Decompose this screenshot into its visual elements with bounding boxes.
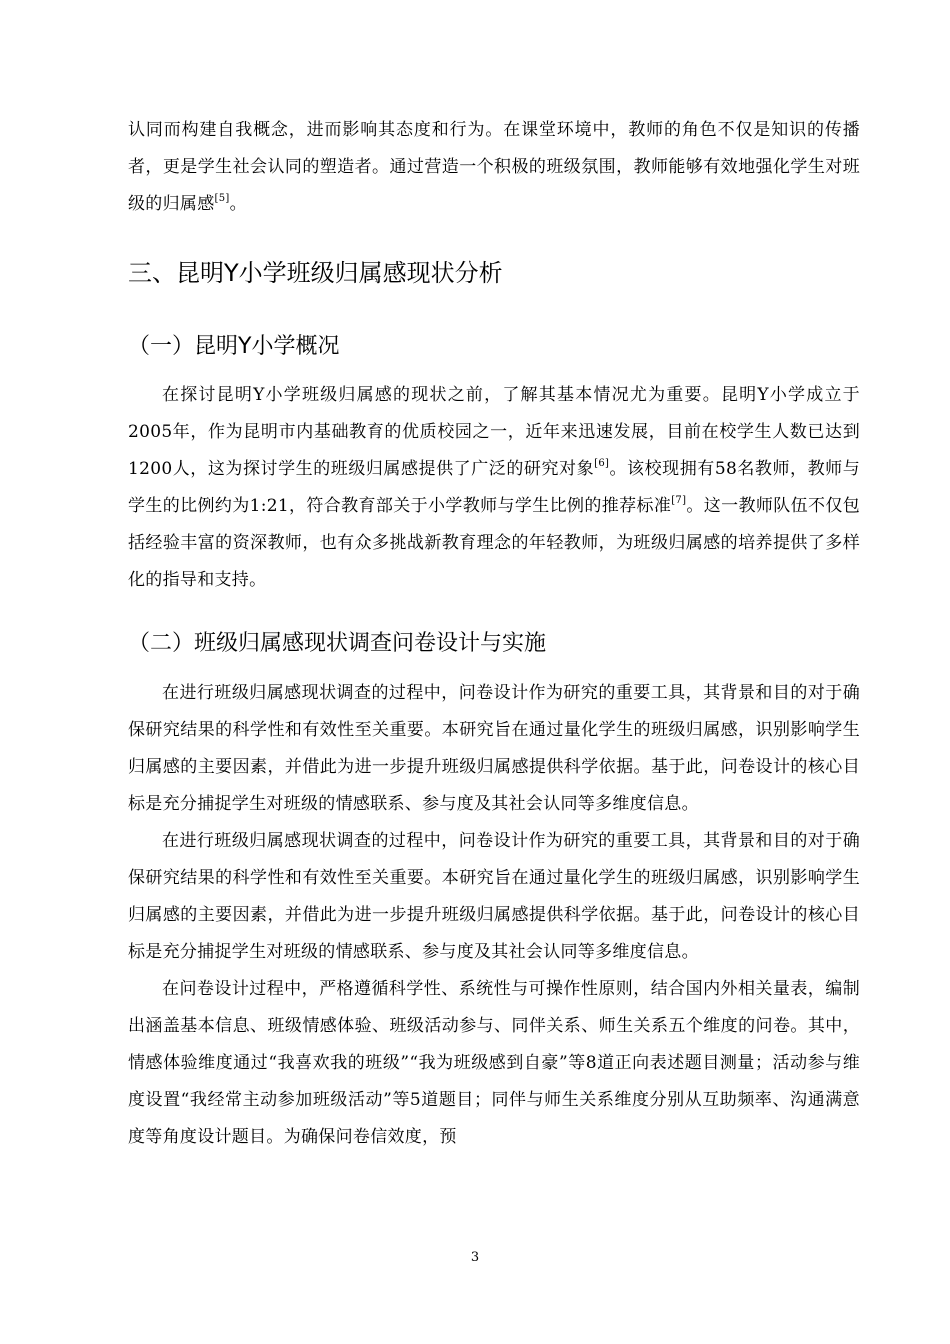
subsection-1-paragraph <box>128 377 860 599</box>
school-overview-text-c: 。这一教师队伍不仅包括经验丰富的资深教师，也有众多挑战新教育理念的年轻教师，为班级归属感的培养提供了多样化的指导和支持。 <box>128 496 861 590</box>
section-3-heading: 三、昆明Y小学班级归属感现状分析 <box>128 259 503 287</box>
citation-6: [6] <box>594 458 610 470</box>
questionnaire-paragraph-1: 在进行班级归属感现状调查的过程中，问卷设计作为研究的重要工具，其背景和目的对于确保研究结果的科学性和有效性至关重要。本研究旨在通过量化学生的班级归属感，识别影响学生归属感的主要因素，并借此为进一步提升班级归属感提供科学依据。基于此，问卷设计的核心目标是充分捕捉学生对班级的情感联系、参与度及其社会认同等多维度信息。 <box>128 683 860 814</box>
citation-7: [7] <box>671 495 687 507</box>
subsection-1-heading: （一）昆明Y小学概况 <box>128 334 340 359</box>
intro-text-b: 。 <box>229 194 247 214</box>
subsection-2-heading: （二）班级归属感现状调查问卷设计与实施 <box>128 631 547 656</box>
questionnaire-paragraph-2: 在进行班级归属感现状调查的过程中，问卷设计作为研究的重要工具，其背景和目的对于确保研究结果的科学性和有效性至关重要。本研究旨在通过量化学生的班级归属感，识别影响学生归属感的主要因素，并借此为进一步提升班级归属感提供科学依据。基于此，问卷设计的核心目标是充分捕捉学生对班级的情感联系、参与度及其社会认同等多维度信息。 <box>128 831 860 962</box>
school-overview-text-a: 在探讨昆明Y小学班级归属感的现状之前，了解其基本情况尤为重要。昆明Y小学成立于2005年，作为昆明市内基础教育的优质校园之一，近年来迅速发展，目前在校学生人数已达到1200人，这为探讨学生的班级归属感提供了广泛的研究对象 <box>128 385 860 479</box>
questionnaire-paragraph-3: 在问卷设计过程中，严格遵循科学性、系统性与可操作性原则，结合国内外相关量表，编制出涵盖基本信息、班级情感体验、班级活动参与、同伴关系、师生关系五个维度的问卷。其中，情感体验维度通过“我喜欢我的班级”“我为班级感到自豪”等8道正向表述题目测量；活动参与维度设置“我经常主动参加班级活动”等5道题目；同伴与师生关系维度分别从互助频率、沟通满意度等角度设计题目。为确保问卷信效度，预 <box>128 979 860 1147</box>
citation-5: [5] <box>214 193 230 205</box>
page-number: 3 <box>470 1250 480 1265</box>
intro-text-a: 认同而构建自我概念，进而影响其态度和行为。在课堂环境中，教师的角色不仅是知识的传播者，更是学生社会认同的塑造者。通过营造一个积极的班级氛围，教师能够有效地强化学生对班级的归属感 <box>128 120 860 214</box>
school-overview-text-b: 。该校现拥有58名教师，教师与学生的比例约为1:21，符合教育部关于小学教师与学生比例的推荐标准 <box>128 459 860 516</box>
document-page <box>128 112 860 1156</box>
intro-paragraph <box>128 112 860 223</box>
